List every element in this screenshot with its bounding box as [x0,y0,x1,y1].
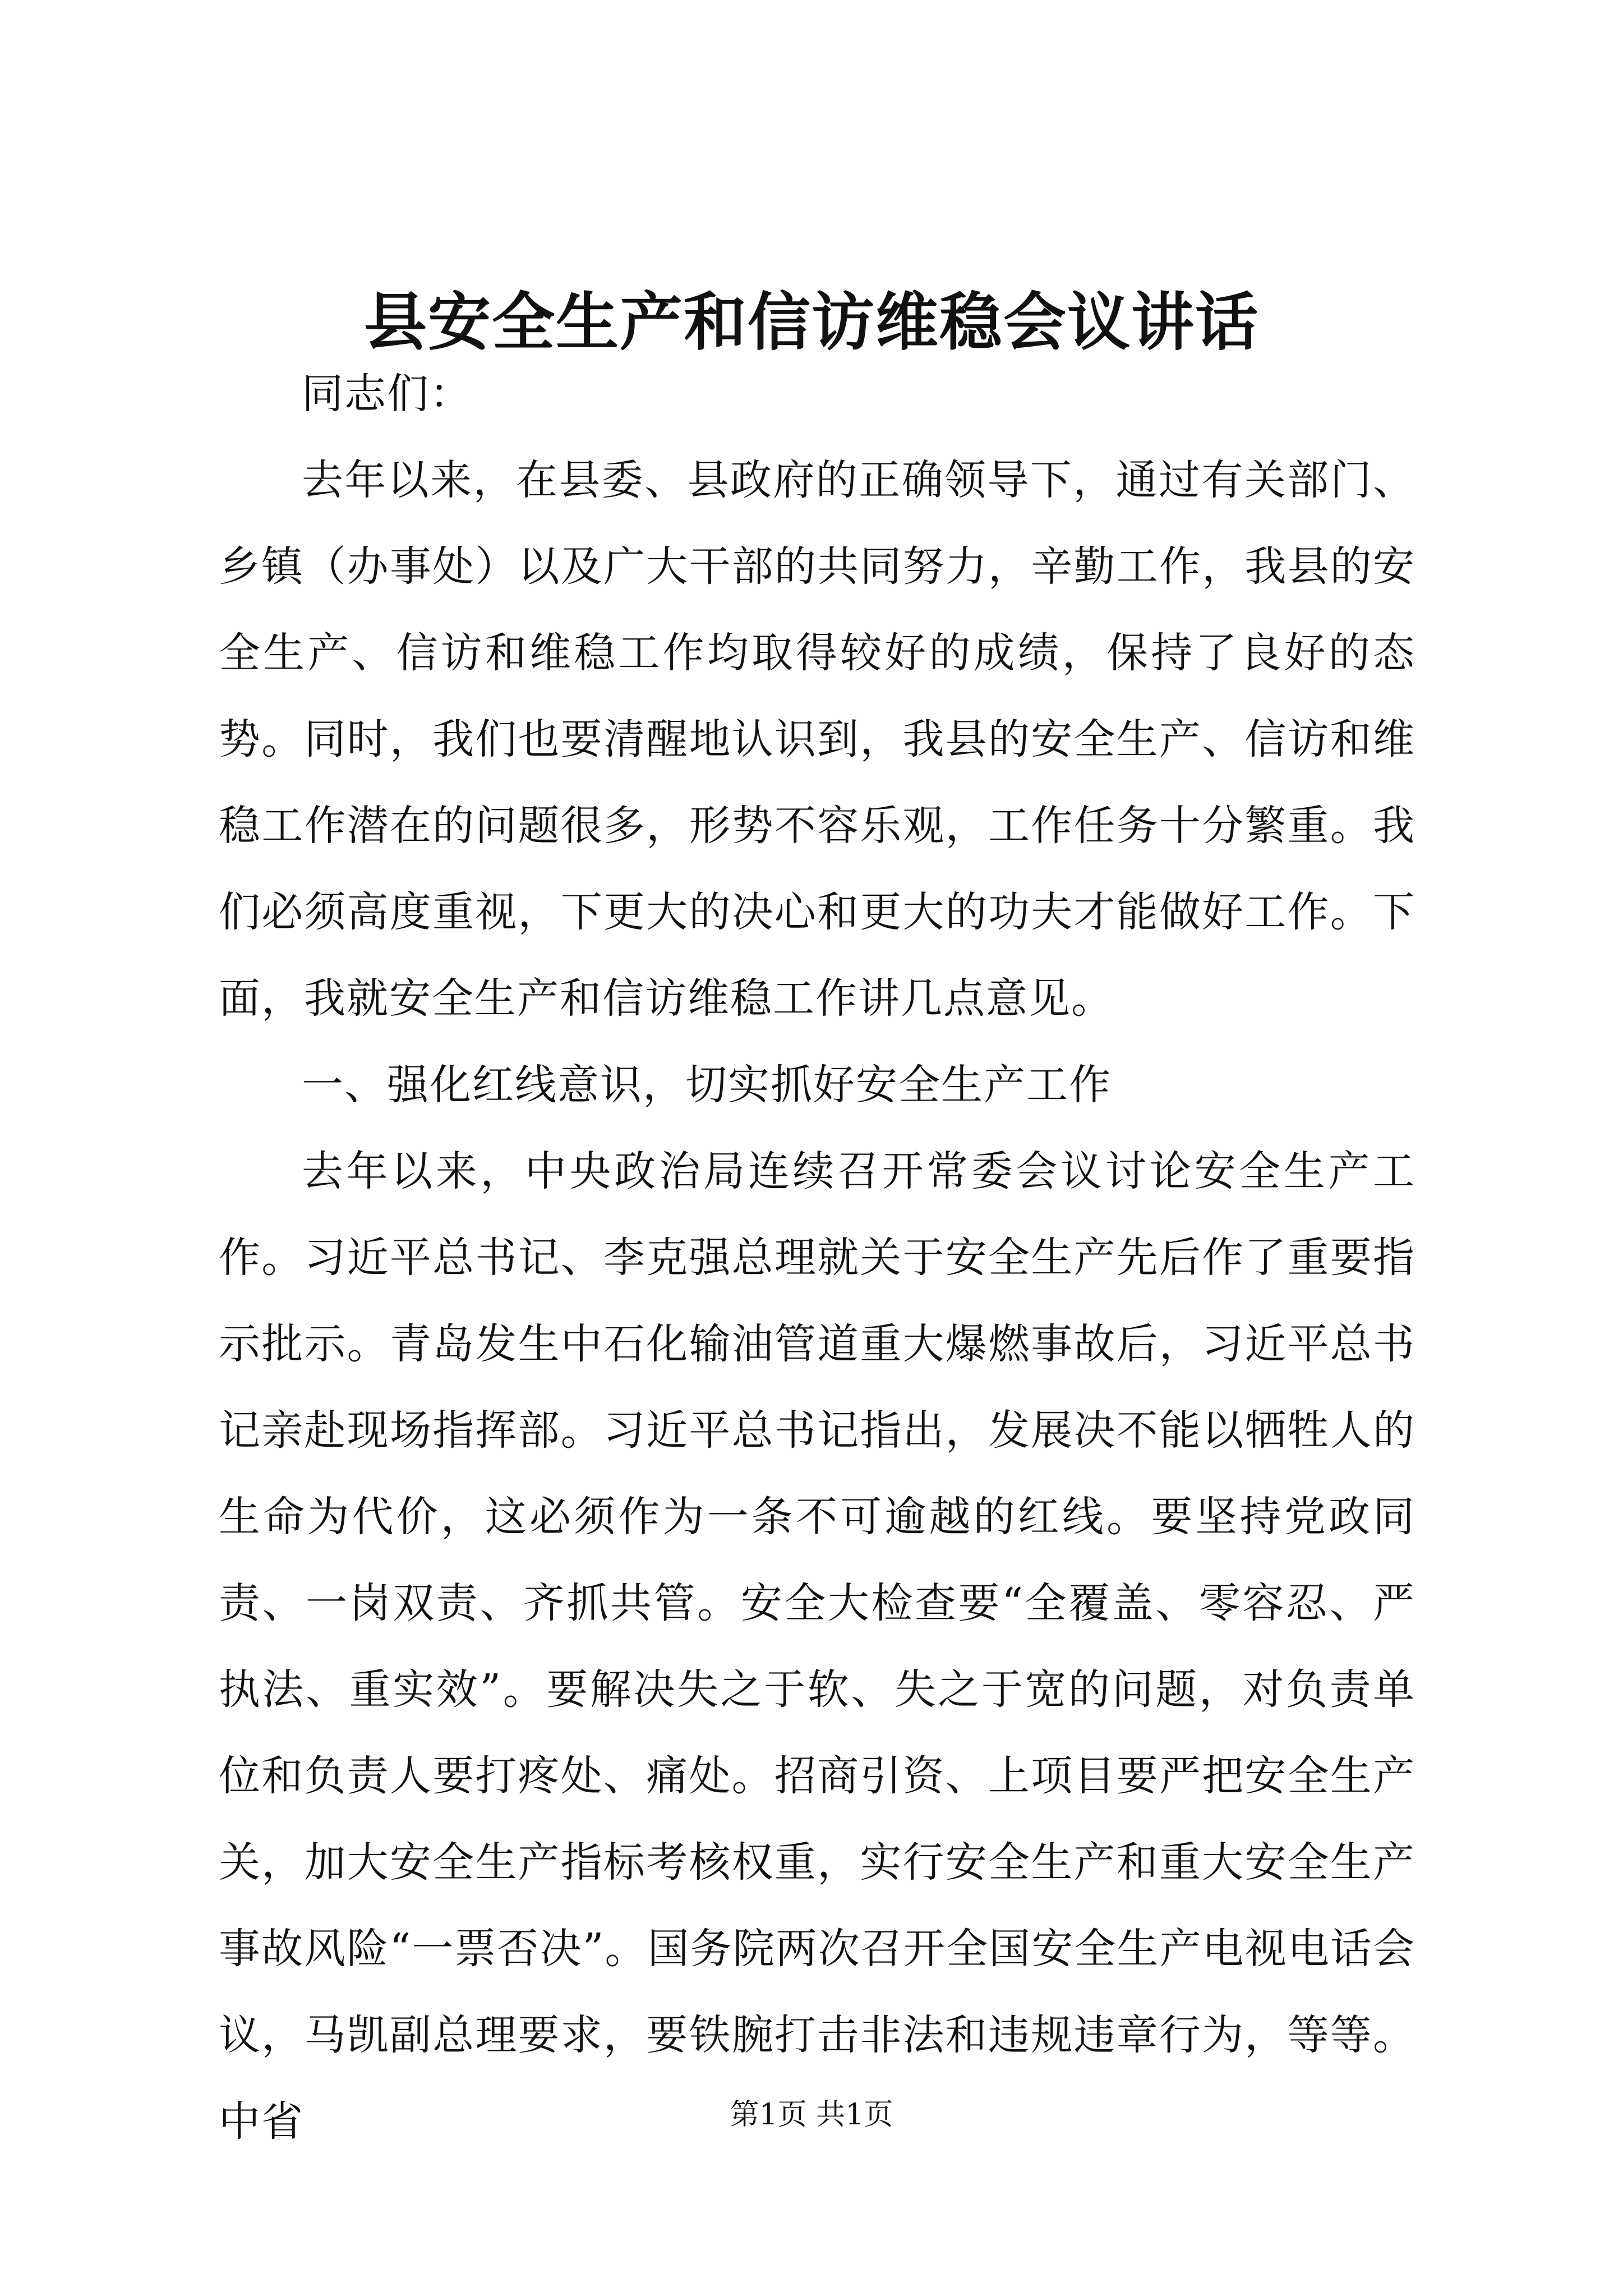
document-body [219,351,1415,2165]
page-footer: 第1页 共1页 [730,2098,893,2132]
section-heading: 一、强化红线意识，切实抓好安全生产工作 [302,1061,1112,1109]
document-title: 县安全生产和信访维稳会议讲话 [364,286,1259,359]
salutation-paragraph: 同志们： [302,370,472,418]
intro-paragraph: 去年以来，在县委、县政府的正确领导下，通过有关部门、乡镇（办事处）以及广大干部的共同努力，辛勤工作，我县的安全生产、信访和维稳工作均取得较好的成绩，保持了良好的态势。同时，我们也要清醒地认识到，我县的安全生产、信访和维稳工作潜在的问题很多，形势不容乐观，工作任务十分繁重。我们必须高度重视，下更大的决心和更大的功夫才能做好工作。下面，我就安全生产和信访维稳工作讲几点意见。 [219,456,1415,1023]
body-paragraph: 去年以来，中央政治局连续召开常委会议讨论安全生产工作。习近平总书记、李克强总理就关于安全生产先后作了重要指示批示。青岛发生中石化输油管道重大爆燃事故后，习近平总书记亲赴现场指挥部。习近平总书记指出，发展决不能以牺牲人的生命为代价，这必须作为一条不可逾越的红线。要坚持党政同责、一岗双责、齐抓共管。安全大检查要“全覆盖、零容忍、严执法、重实效”。要解决失之于软、失之于宽的问题，对负责单位和负责人要打疼处、痛处。招商引资、上项目要严把安全生产关，加大安全生产指标考核权重，实行安全生产和重大安全生产事故风险“一票否决”。国务院两次召开全国安全生产电视电话会议，马凯副总理要求，要铁腕打击非法和违规违章行为，等等。中省 [219,1147,1415,2146]
